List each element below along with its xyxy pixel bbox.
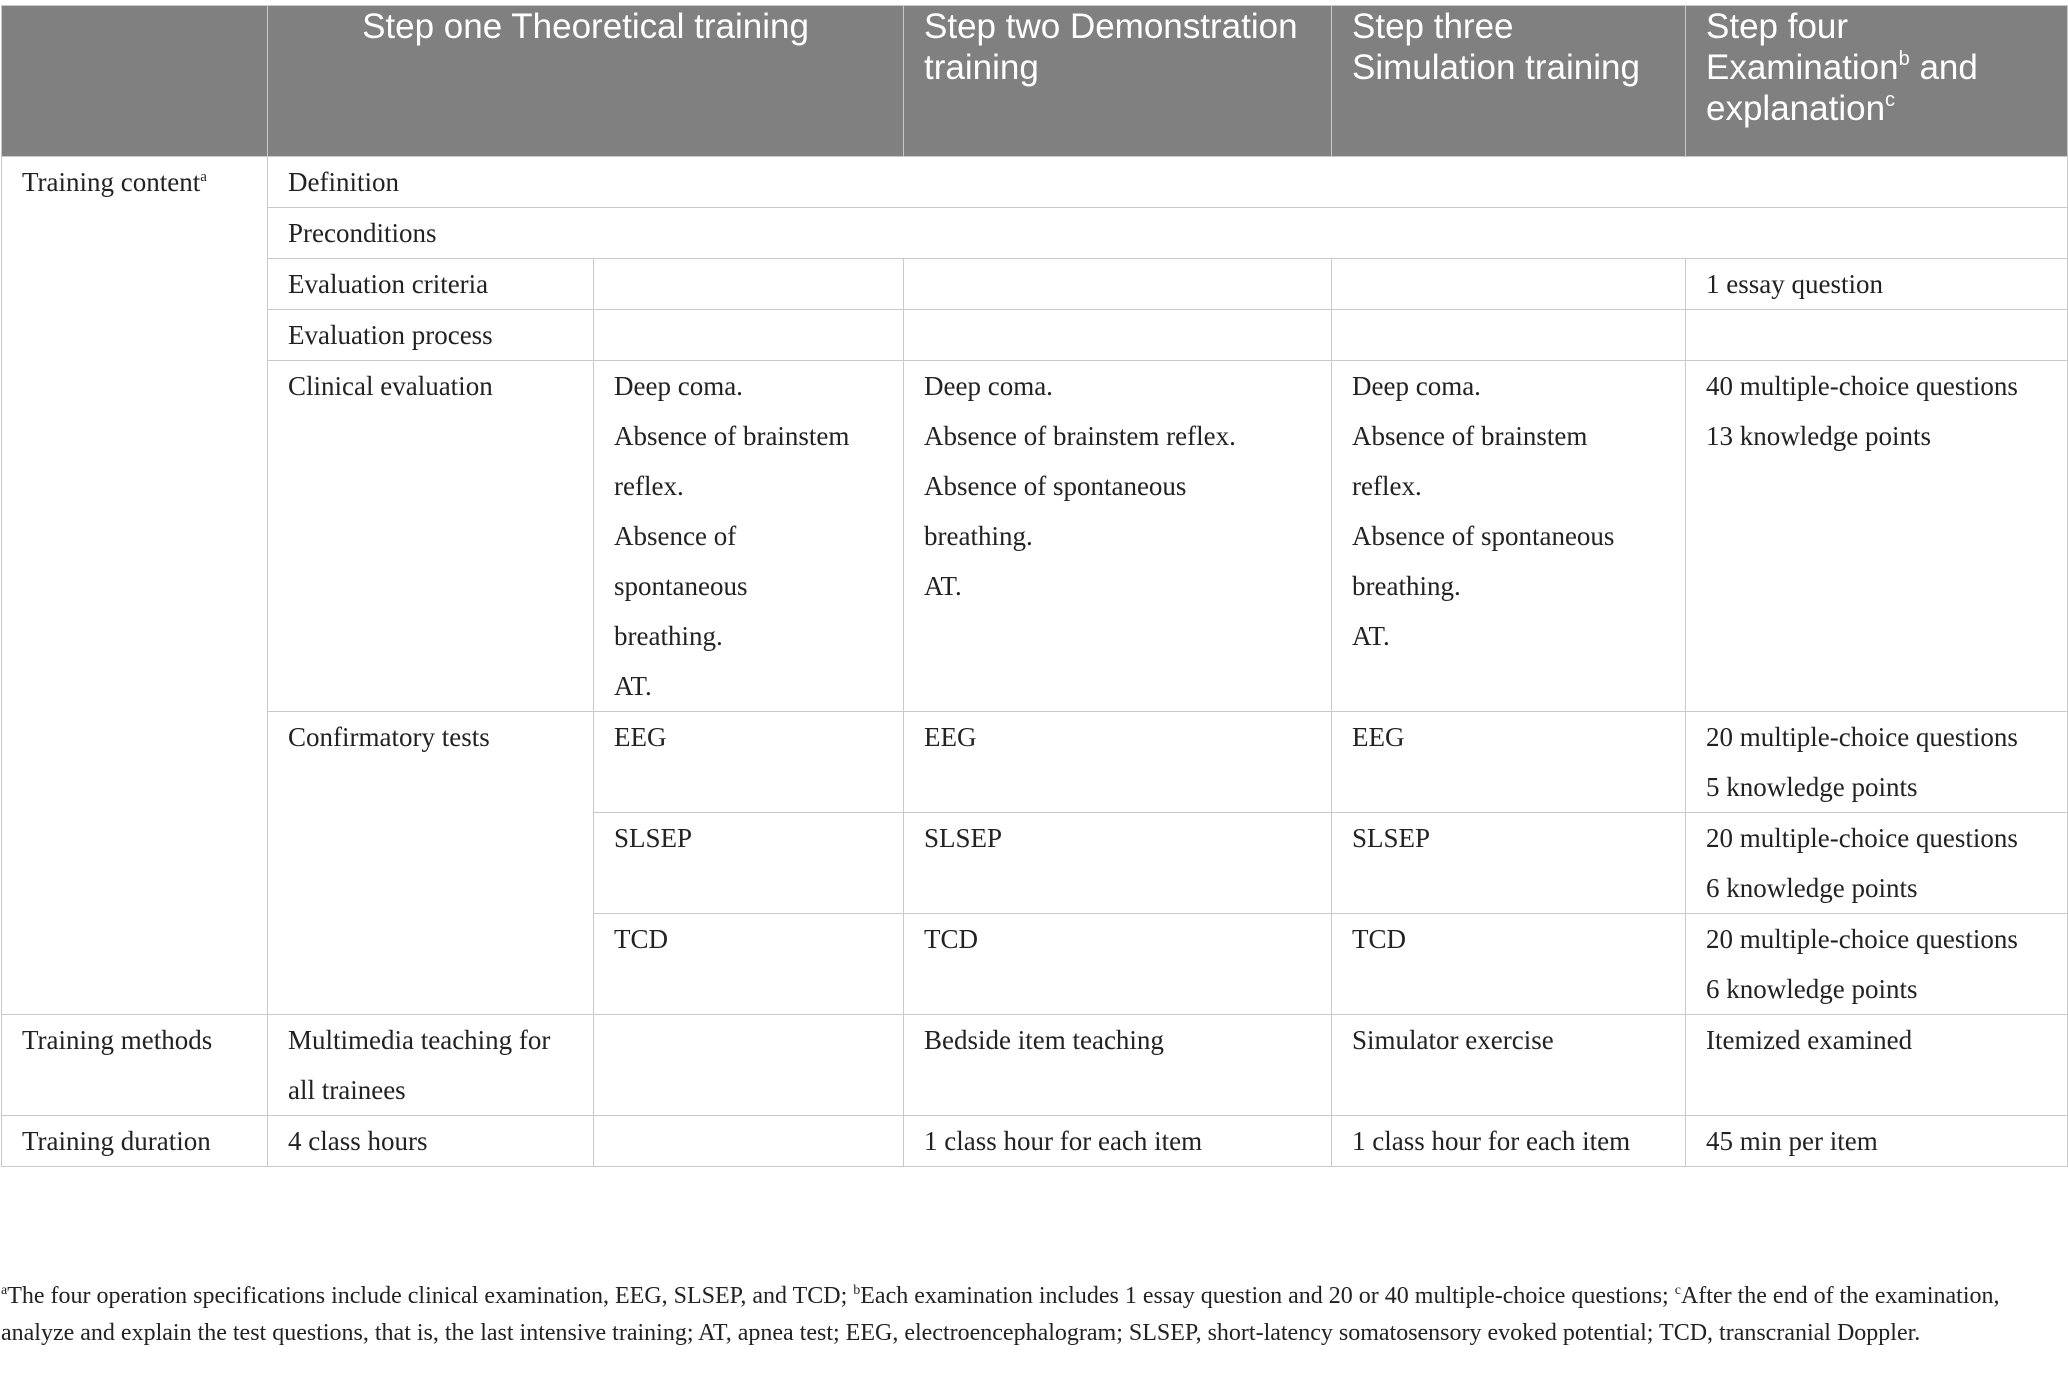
- footnote-marker-c: c: [1885, 89, 1896, 111]
- eeg-step-four: [1686, 712, 2068, 813]
- clinical-evaluation-step-one: [594, 361, 904, 712]
- table-row: [2, 259, 2068, 310]
- text-line: breathing.: [614, 621, 723, 651]
- text-line: Absence of brainstem: [1352, 421, 1588, 451]
- training-methods-step-two: Bedside item teaching: [904, 1015, 1332, 1116]
- table-row: [2, 157, 2068, 208]
- row-label-training-content: [2, 157, 268, 1015]
- footnote-c-text: After the end of the examination, analyze and explain the test questions, that is, the last intensive training; AT, apnea test; EEG, electroencephalogram; SLSEP, short-latency somatosensory evoked potential; TCD, transcranial Doppler.: [1, 1283, 2000, 1346]
- evaluation-process-step-four: [1686, 310, 2068, 361]
- training-methods-empty: [594, 1015, 904, 1116]
- footnote-a-mark: a: [1, 1283, 8, 1298]
- tcd-step-two: TCD: [904, 914, 1332, 1015]
- header-step-four: [1686, 6, 2068, 157]
- slsep-step-two: SLSEP: [904, 813, 1332, 914]
- text-line: breathing.: [924, 521, 1033, 551]
- tcd-step-three: TCD: [1332, 914, 1686, 1015]
- header-step-one-line-1: Step one: [362, 7, 503, 46]
- header-step-two-line-2: Demonstration: [1069, 7, 1298, 46]
- evaluation-criteria-label: Evaluation criteria: [268, 259, 594, 310]
- header-step-four-line-3: [1706, 89, 1895, 128]
- training-methods-step-three: Simulator exercise: [1332, 1015, 1686, 1116]
- clinical-evaluation-step-two: [904, 361, 1332, 712]
- table-row: [2, 361, 2068, 712]
- evaluation-criteria-step-three: [1332, 259, 1686, 310]
- table-row: [2, 1116, 2068, 1167]
- training-content-label: Training content: [22, 167, 201, 197]
- text-line: 20 multiple-choice questions: [1706, 722, 2018, 752]
- header-step-four-line-1: Step four: [1706, 7, 1849, 46]
- clinical-evaluation-label: Clinical evaluation: [268, 361, 594, 712]
- evaluation-criteria-step-one: [594, 259, 904, 310]
- header-step-three-line-1: Step three: [1352, 7, 1514, 46]
- text-line: Absence of brainstem reflex.: [924, 421, 1236, 451]
- table-row: [2, 712, 2068, 813]
- training-duration-step-two: 1 class hour for each item: [904, 1116, 1332, 1167]
- header-step-one-line-2: Theoretical training: [511, 7, 809, 46]
- header-corner-cell: [2, 6, 268, 157]
- eeg-step-two: EEG: [904, 712, 1332, 813]
- definition-cell: Definition: [268, 157, 2068, 208]
- table-footnote: [1, 1278, 2061, 1352]
- header-step-three: [1332, 6, 1686, 157]
- footnote-a-text: The four operation specifications include clinical examination, EEG, SLSEP, and TCD;: [7, 1283, 854, 1309]
- training-duration-step-one: 4 class hours: [268, 1116, 594, 1167]
- text-line: breathing.: [1352, 571, 1461, 601]
- slsep-step-one: SLSEP: [594, 813, 904, 914]
- evaluation-criteria-step-four: 1 essay question: [1686, 259, 2068, 310]
- text-line: AT.: [614, 671, 652, 701]
- tcd-step-four: [1686, 914, 2068, 1015]
- text-line: AT.: [924, 571, 962, 601]
- text-line: 40 multiple-choice questions: [1706, 371, 2018, 401]
- footnote-b-mark: b: [853, 1283, 861, 1298]
- header-step-four-line-2: [1706, 48, 1978, 87]
- text-line: Multimedia teaching for: [288, 1025, 551, 1055]
- table-row: [2, 1015, 2068, 1116]
- text-line: 6 knowledge points: [1706, 974, 1918, 1004]
- training-duration-step-four: 45 min per item: [1686, 1116, 2068, 1167]
- text-line: Absence of spontaneous: [924, 471, 1187, 501]
- text-line: spontaneous: [614, 571, 748, 601]
- text-line: 20 multiple-choice questions: [1706, 924, 2018, 954]
- text-line: Absence of: [614, 521, 737, 551]
- text-line: 13 knowledge points: [1706, 421, 1931, 451]
- text-line: 20 multiple-choice questions: [1706, 823, 2018, 853]
- header-step-three-line-2: Simulation: [1352, 48, 1516, 87]
- text-line: reflex.: [614, 471, 684, 501]
- text-line: Deep coma.: [924, 371, 1053, 401]
- row-label-training-methods: Training methods: [2, 1015, 268, 1116]
- text-line: Deep coma.: [614, 371, 743, 401]
- evaluation-process-step-one: [594, 310, 904, 361]
- eeg-step-three: EEG: [1332, 712, 1686, 813]
- training-table: [1, 5, 2068, 1167]
- slsep-step-three: SLSEP: [1332, 813, 1686, 914]
- evaluation-process-label: Evaluation process: [268, 310, 594, 361]
- clinical-evaluation-step-four: [1686, 361, 2068, 712]
- evaluation-process-step-two: [904, 310, 1332, 361]
- preconditions-cell: Preconditions: [268, 208, 2068, 259]
- confirmatory-tests-label: Confirmatory tests: [268, 712, 594, 1015]
- footnote-c-mark: c: [1674, 1283, 1681, 1298]
- footnote-marker-b: b: [1898, 48, 1910, 70]
- header-step-two-line-1: Step two: [924, 7, 1061, 46]
- text-line: reflex.: [1352, 471, 1422, 501]
- header-step-two-line-3: training: [924, 48, 1039, 87]
- table-row: [2, 310, 2068, 361]
- clinical-evaluation-step-three: [1332, 361, 1686, 712]
- text-line: 5 knowledge points: [1706, 772, 1918, 802]
- header-step-three-line-3: training: [1525, 48, 1640, 87]
- row-label-training-duration: Training duration: [2, 1116, 268, 1167]
- training-methods-step-one: [268, 1015, 594, 1116]
- text-line: all trainees: [288, 1075, 406, 1105]
- header-row: [2, 6, 2068, 157]
- training-duration-step-three: 1 class hour for each item: [1332, 1116, 1686, 1167]
- text-line: Absence of spontaneous: [1352, 521, 1615, 551]
- tcd-step-one: TCD: [594, 914, 904, 1015]
- header-step-four-and: and: [1909, 48, 1978, 87]
- evaluation-criteria-step-two: [904, 259, 1332, 310]
- text-line: Deep coma.: [1352, 371, 1481, 401]
- header-step-one: [268, 6, 904, 157]
- slsep-step-four: [1686, 813, 2068, 914]
- training-duration-empty: [594, 1116, 904, 1167]
- text-line: Absence of brainstem: [614, 421, 850, 451]
- header-step-two: [904, 6, 1332, 157]
- eeg-step-one: EEG: [594, 712, 904, 813]
- evaluation-process-step-three: [1332, 310, 1686, 361]
- footnote-marker-a: a: [200, 169, 207, 185]
- header-step-four-explanation: explanation: [1706, 89, 1886, 128]
- text-line: AT.: [1352, 621, 1390, 651]
- footnote-b-text: Each examination includes 1 essay question and 20 or 40 multiple-choice questions;: [860, 1283, 1675, 1309]
- header-step-four-examination: Examination: [1706, 48, 1899, 87]
- training-methods-step-four: Itemized examined: [1686, 1015, 2068, 1116]
- table-row: [2, 208, 2068, 259]
- text-line: 6 knowledge points: [1706, 873, 1918, 903]
